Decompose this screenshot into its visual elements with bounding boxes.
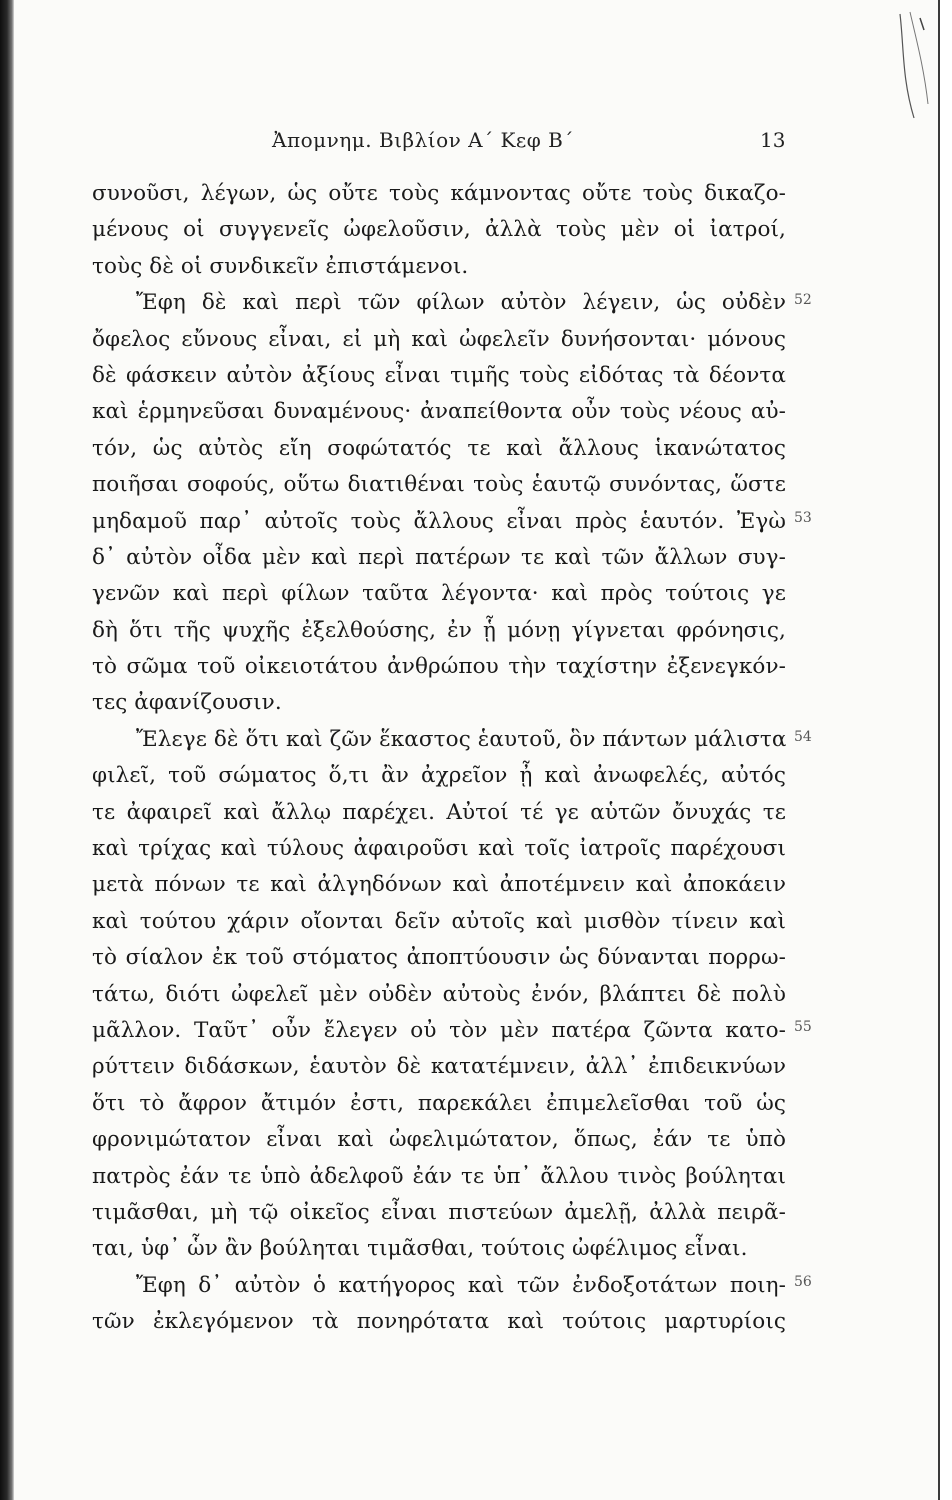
text-line: Ἔλεγε δὲ ὅτι καὶ ζῶν ἕκαστος ἑαυτοῦ, ὃν πάντων μάλιστα [136, 726, 787, 752]
text-line: καὶ ἑρμηνεῦσαι δυναμένους· ἀναπείθοντα οὖν τοὺς νέους αὐ- [92, 399, 786, 425]
text-line: μᾶλλον. Ταῦτ᾿ οὖν ἔλεγεν οὐ τὸν μὲν πατέρα ζῶντα κατο- [92, 1017, 786, 1043]
text-line: τες ἀφανίζουσιν. [92, 690, 282, 716]
text-line: συνοῦσι, λέγων, ὡς οὔτε τοὺς κάμνοντας οὔτε τοὺς δικαζο- [92, 181, 786, 206]
text-line: ὅτι τὸ ἄφρον ἄτιμόν ἐστι, παρεκάλει ἐπιμελεῖσθαι τοῦ ὡς [92, 1090, 786, 1116]
margin-section-number: 52 [794, 292, 812, 308]
text-line: τὸ σῶμα τοῦ οἰκειοτάτου ἀνθρώπου τὴν ταχίστην ἐξενεγκόν- [92, 654, 786, 680]
text-line: ται, ὑφ᾿ ὧν ἂν βούληται τιμᾶσθαι, τούτοις ὠφέλιμος εἶναι. [92, 1236, 748, 1262]
running-head: Ἀπομνημ. Βιβλίον Α΄ Κεφ Β΄ [272, 128, 574, 152]
text-line: φιλεῖ, τοῦ σώματος ὅ,τι ἂν ἀχρεῖον ᾖ καὶ ἀνωφελές, αὐτός [92, 763, 786, 789]
book-page [14, 0, 940, 1500]
text-line: γενῶν καὶ περὶ φίλων ταῦτα λέγοντα· καὶ πρὸς τούτοις γε [92, 581, 786, 607]
text-line: φρονιμώτατον εἶναι καὶ ὠφελιμώτατον, ὅπως, ἐάν τε ὑπὸ [92, 1127, 786, 1153]
text-line: ρύττειν διδάσκων, ἑαυτὸν δὲ κατατέμνειν, ἀλλ᾿ ἐπιδεικνύων [92, 1054, 786, 1080]
text-line: καὶ τούτου χάριν οἴονται δεῖν αὐτοῖς καὶ μισθὸν τίνειν καὶ [92, 908, 786, 934]
text-line: μετὰ πόνων τε καὶ ἀλγηδόνων καὶ ἀποτέμνειν καὶ ἀποκάειν [92, 872, 786, 898]
text-line: δὲ φάσκειν αὐτὸν ἀξίους εἶναι τιμῆς τοὺς εἰδότας τὰ δέοντα [92, 362, 786, 388]
text-line: δὴ ὅτι τῆς ψυχῆς ἐξελθούσης, ἐν ᾗ μόνῃ γίγνεται φρόνησις, [92, 617, 786, 643]
text-line: τιμᾶσθαι, μὴ τῷ οἰκεῖος εἶναι πιστεύων ἀμελῇ, ἀλλὰ πειρᾶ- [92, 1199, 786, 1225]
text-line: Ἔφη δ᾿ αὐτὸν ὁ κατήγορος καὶ τῶν ἐνδοξοτάτων ποιη- [136, 1272, 786, 1298]
text-line: τε ἀφαιρεῖ καὶ ἄλλῳ παρέχει. Αὐτοί τέ γε αὑτῶν ὄνυχάς τε [92, 799, 786, 825]
margin-section-number: 54 [794, 729, 812, 745]
text-body [92, 176, 786, 1341]
text-line: ποιῆσαι σοφούς, οὕτω διατιθέναι τοὺς ἑαυτῷ συνόντας, ὥστε [92, 472, 786, 498]
text-line: τὸ σίαλον ἐκ τοῦ στόματος ἀποπτύουσιν ὡς δύνανται πορρω- [92, 945, 786, 971]
text-line: πατρὸς ἐάν τε ὑπὸ ἀδελφοῦ ἐάν τε ὑπ᾿ ἄλλου τινὸς βούληται [92, 1163, 786, 1189]
margin-section-number: 56 [794, 1274, 812, 1290]
text-line: τάτω, διότι ὠφελεῖ μὲν οὐδὲν αὐτοὺς ἐνόν, βλάπτει δὲ πολὺ [92, 981, 786, 1007]
margin-section-number: 53 [794, 510, 812, 526]
pencil-mark [894, 8, 934, 128]
text-line: μηδαμοῦ παρ᾿ αὐτοῖς τοὺς ἄλλους εἶναι πρὸς ἑαυτόν. Ἐγὼ [92, 508, 786, 534]
text-line: καὶ τρίχας καὶ τύλους ἀφαιροῦσι καὶ τοῖς ἰατροῖς παρέχουσι [92, 836, 786, 862]
text-line: Ἔφη δὲ καὶ περὶ τῶν φίλων αὐτὸν λέγειν, ὡς οὐδὲν [136, 290, 786, 316]
text-line: δ᾿ αὐτὸν οἶδα μὲν καὶ περὶ πατέρων τε καὶ τῶν ἄλλων συγ- [92, 544, 786, 570]
margin-section-number: 55 [794, 1019, 812, 1035]
text-line: τοὺς δὲ οἱ συνδικεῖν ἐπιστάμενοι. [92, 253, 469, 279]
page-number: 13 [760, 128, 786, 152]
book-binding-edge [0, 0, 14, 1500]
text-line: μένους οἱ συγγενεῖς ὠφελοῦσιν, ἀλλὰ τοὺς μὲν οἱ ἰατροί, [92, 217, 786, 243]
text-line: τῶν ἐκλεγόμενον τὰ πονηρότατα καὶ τούτοις μαρτυρίοις [92, 1309, 786, 1335]
text-line: τόν, ὡς αὐτὸς εἴη σοφώτατός τε καὶ ἄλλους ἱκανώτατος [92, 435, 786, 461]
text-line: ὄφελος εὔνους εἶναι, εἰ μὴ καὶ ὠφελεῖν δυνήσονται· μόνους [92, 326, 786, 352]
